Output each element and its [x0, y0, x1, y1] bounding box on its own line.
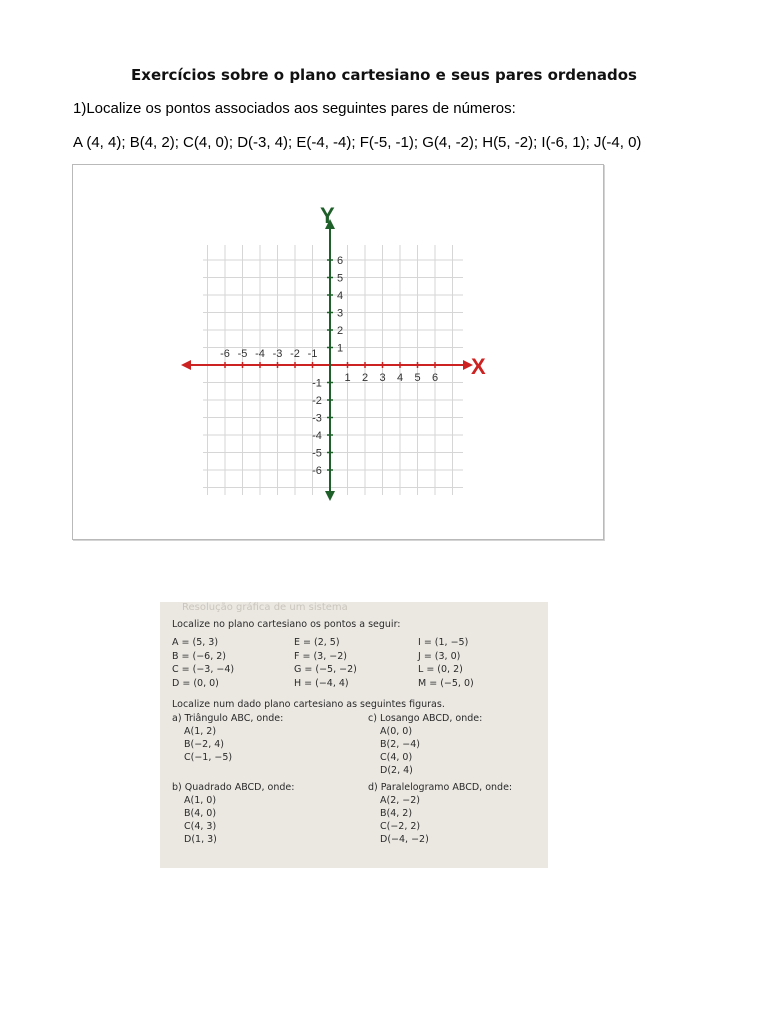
scan-point: M = (−5, 0) [418, 677, 474, 689]
scan-point: I = (1, −5) [418, 637, 469, 648]
y-tick-label: -6 [312, 465, 322, 477]
x-tick-label: 1 [344, 372, 351, 384]
scan-vertex: D(−4, −2) [380, 834, 429, 845]
y-axis-label: Y [320, 203, 335, 228]
scan-item-title: a) Triângulo ABC, onde: [172, 713, 284, 724]
x-axis-arrow-left [181, 360, 191, 370]
y-tick-label: 6 [336, 255, 344, 267]
scan-vertex: C(−1, −5) [184, 752, 233, 763]
scan-item-a [172, 712, 283, 764]
y-tick-label: 4 [336, 290, 344, 302]
scan-vertex: A(1, 2) [184, 726, 217, 737]
document-title: Exercícios sobre o plano cartesiano e seus pares ordenados [131, 66, 637, 84]
x-tick-label: -5 [237, 348, 248, 360]
y-axis-arrow-down [325, 491, 335, 501]
y-tick-label: -5 [312, 447, 322, 460]
scan-vertex: C(−2, 2) [380, 821, 421, 832]
y-tick-label: 5 [336, 272, 344, 285]
y-tick-label: -4 [312, 430, 322, 442]
points-list: A (4, 4); B(4, 2); C(4, 0); D(-3, 4); E(-4, -4); F(-5, -1); G(4, -2); H(5, -2); I(-6, 1); J(-4, 0) [73, 134, 642, 151]
x-tick-label: -1 [307, 348, 318, 360]
scan-point: B = (−6, 2) [172, 650, 227, 662]
scan-point: E = (2, 5) [294, 637, 340, 648]
scan-vertex: B(4, 2) [380, 808, 413, 819]
scan-item-title: b) Quadrado ABCD, onde: [172, 782, 295, 793]
question-1-text: 1)Localize os pontos associados aos seguintes pares de números: [73, 100, 516, 117]
scan-point: G = (−5, −2) [294, 664, 357, 675]
scan-vertex: A(0, 0) [380, 726, 413, 737]
grid [203, 245, 463, 495]
scan-item-title: c) Losango ABCD, onde: [368, 713, 483, 724]
cartesian-plane-svg [73, 165, 603, 539]
y-tick-label: 3 [336, 307, 344, 320]
y-tick-label: -3 [312, 412, 322, 425]
scan-col-3 [418, 636, 474, 690]
scan-item-c [368, 712, 482, 777]
scan-vertex: A(2, −2) [380, 795, 420, 806]
x-tick-label: -4 [255, 348, 265, 360]
scan-point: J = (3, 0) [418, 650, 461, 662]
y-tick-label: -2 [312, 395, 322, 407]
ghost-heading: Resolução gráfica de um sistema [182, 602, 348, 613]
x-tick-label: -6 [220, 348, 230, 360]
scan-col-1 [172, 636, 234, 690]
scanned-exercise-image [160, 602, 548, 868]
y-tick-label: 2 [336, 325, 344, 337]
y-tick-label: -1 [312, 377, 322, 390]
scan-vertex: D(1, 3) [184, 834, 217, 845]
scan-point: D = (0, 0) [172, 677, 219, 689]
scan-point: C = (−3, −4) [172, 664, 235, 675]
scan-vertex: C(4, 3) [184, 821, 217, 832]
scan-vertex: B(2, −4) [380, 739, 421, 750]
x-tick-label: 5 [414, 372, 421, 384]
x-tick-label: -3 [272, 348, 283, 360]
x-tick-label: 2 [361, 372, 369, 384]
scan-vertex: C(4, 0) [380, 752, 413, 763]
scan-point: F = (3, −2) [294, 650, 347, 662]
x-tick-label: 4 [396, 372, 404, 384]
y-tick-label: 1 [336, 342, 344, 355]
scan-point: H = (−4, 4) [294, 677, 349, 689]
scan-item-d [368, 781, 512, 846]
x-tick-label: -2 [290, 348, 300, 360]
scan-vertex: B(−2, 4) [184, 739, 225, 750]
scan-vertex: D(2, 4) [380, 765, 413, 776]
x-tick-label: 6 [431, 372, 439, 384]
scan-vertex: B(4, 0) [184, 808, 217, 819]
scan-point: L = (0, 2) [418, 664, 463, 675]
x-tick-label: 3 [379, 372, 386, 384]
scan-vertex: A(1, 0) [184, 795, 217, 806]
scan-item-b [172, 781, 294, 846]
scan-col-2 [294, 636, 357, 690]
cartesian-plane-figure [72, 164, 604, 540]
scan-intro: Localize no plano cartesiano os pontos a seguir: [172, 619, 401, 630]
scan-item-title: d) Paralelogramo ABCD, onde: [368, 782, 513, 793]
scan-point: A = (5, 3) [172, 637, 219, 648]
x-axis-label: X [471, 354, 486, 379]
scan-intro-2: Localize num dado plano cartesiano as seguintes figuras. [172, 699, 445, 710]
